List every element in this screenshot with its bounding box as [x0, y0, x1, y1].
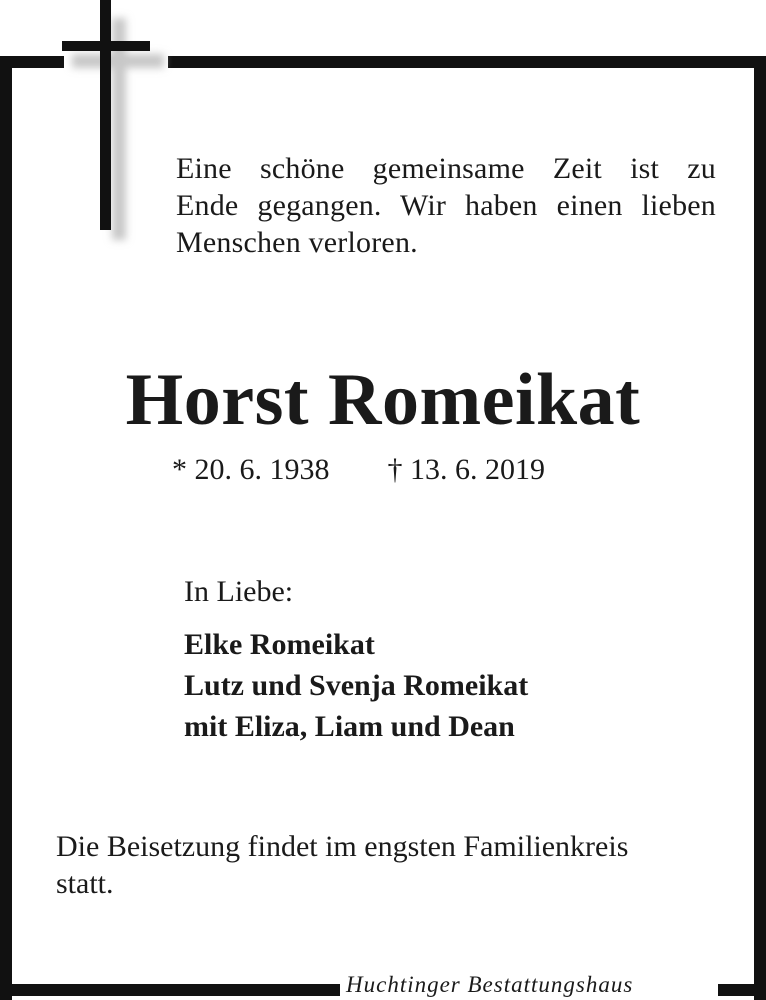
cross-icon [0, 0, 200, 260]
intro-text [176, 150, 716, 261]
intro-line: Ende gegangen. Wir haben einen lieben [176, 189, 716, 222]
deceased-name: Horst Romeikat [125, 359, 641, 441]
mourners-list [184, 624, 528, 747]
undertaker-name: Huchtinger Bestattungshaus [346, 972, 634, 997]
intro-line: Menschen verloren. [176, 226, 418, 259]
funeral-line: Die Beisetzung findet im engsten Familienkreis [56, 830, 629, 863]
funeral-note [56, 828, 716, 902]
mourner-line: mit Eliza, Liam und Dean [184, 710, 515, 743]
funeral-line: statt. [56, 867, 114, 900]
in-love-label: In Liebe: [184, 575, 294, 608]
frame-right [754, 56, 766, 1000]
frame-top-right [168, 56, 766, 68]
life-dates [172, 452, 545, 488]
birth-date: * 20. 6. 1938 [172, 453, 330, 486]
mourner-line: Elke Romeikat [184, 628, 375, 661]
frame-bottom-right [718, 984, 766, 996]
intro-line: Eine schöne gemeinsame Zeit ist zu [176, 152, 716, 185]
mourner-line: Lutz und Svenja Romeikat [184, 669, 529, 702]
frame-bottom-left [0, 984, 340, 996]
death-date: † 13. 6. 2019 [387, 453, 545, 486]
